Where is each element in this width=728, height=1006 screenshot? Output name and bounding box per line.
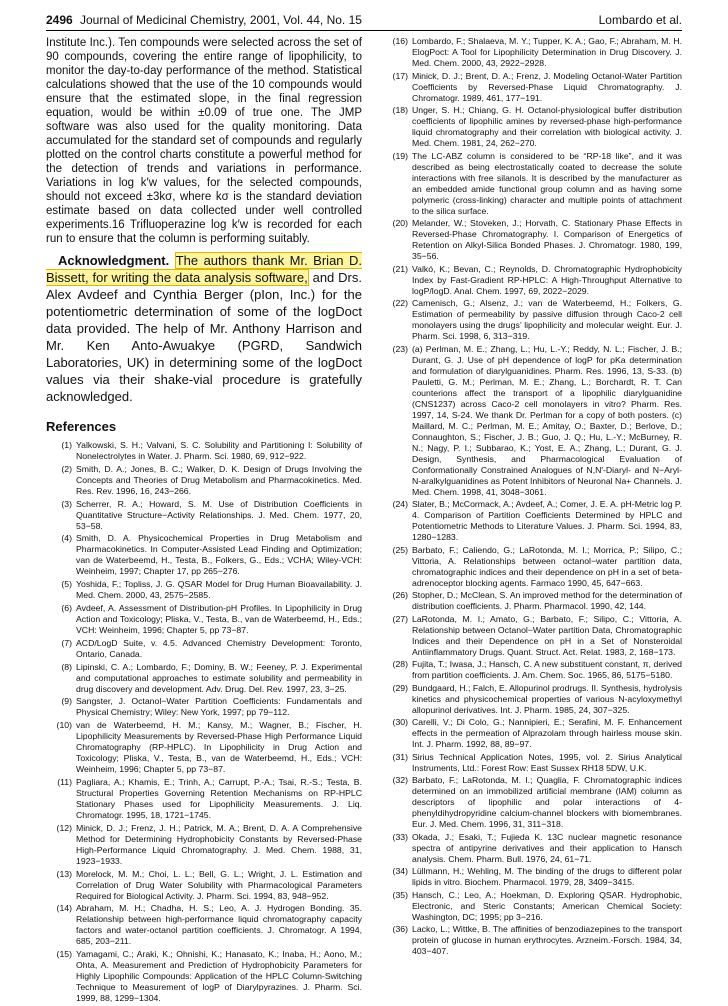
reference-item xyxy=(386,832,682,865)
reference-number: (14) xyxy=(56,903,72,914)
reference-item xyxy=(46,903,362,947)
reference-item xyxy=(386,264,682,297)
reference-item xyxy=(46,499,362,532)
references-heading: References xyxy=(46,419,117,434)
reference-item xyxy=(46,603,362,636)
reference-text: Barbato, F.; Caliendo, G.; LaRotonda, M. I.; Morrica, P.; Silipo, C.; Vittoria, A. Relationships between octanol−water partition data, chromatographic indices and their dependence on pH in a set of beta-adrenoceptor blocking agents. Farmaco 1990, 45, 647−663. xyxy=(412,544,682,588)
reference-text: ACD/LogD Suite, v. 4.5. Advanced Chemistry Development: Toronto, Ontario, Canada. xyxy=(76,637,362,659)
reference-text: Unger, S. H.; Chiang, G. H. Octanol-physiological buffer distribution coefficients of lipophilic amines by reversed-phase high-performance liquid chromatography and their correlation with biological activity. J. Med. Chem. 1981, 24, 262−270. xyxy=(412,105,682,148)
header-rule xyxy=(46,30,682,31)
reference-item xyxy=(386,71,682,104)
reference-number: (24) xyxy=(392,499,408,509)
reference-text: Minick, D. J.; Frenz, J. H.; Patrick, M. A.; Brent, D. A. A Comprehensive Method for Determining Hydrophobicity Constants by Reversed-Phase High-Performance Liquid Chromatography. J. Med. Chem. 1988, 31, 1923−1933. xyxy=(76,822,362,866)
reference-text: Abraham, M. H.; Chadha, H. S.; Leo, A. J. Hydrogen Bonding. 35. Relationship between high-performance liquid chromatography capacity factors and water-octanol partition coefficients. J. Chromatogr. A 1994, 685, 203−211. xyxy=(76,903,362,947)
reference-number: (10) xyxy=(56,720,72,731)
reference-text: Melander, W.; Stoveken, J.; Horvath, C. Stationary Phase Effects in Reversed-Phase Chromatography. I. Comparison of Energetics of Retention on Alkyl-Silica Bonded Phases. J. Chromatogr. 1980, 199, 35−56. xyxy=(412,218,682,261)
reference-text: Minick, D. J.; Brent, D. A.; Frenz, J. Modeling Octanol-Water Partition Coefficients by Reversed-Phase Liquid Chromatography. J. Chromatogr. 1989, 461, 177−191. xyxy=(412,70,682,103)
reference-number: (28) xyxy=(392,659,408,669)
reference-text: Lombardo, F.; Shalaeva, M. Y.; Tupper, K. A.; Gao, F.; Abraham, M. H. ElogPoct: A Tool for Lipophilicity Determination in Drug Discovery. J. Med. Chem. 2000, 43, 2922−2928. xyxy=(412,36,682,68)
reference-number: (9) xyxy=(61,696,72,707)
reference-item xyxy=(46,579,362,601)
reference-text: Hansch, C.; Leo, A.; Hoekman, D. Exploring QSAR. Hydrophobic, Electronic, and Steric Constants; American Chemical Society: Washington, DC; 1995; pp 3−216. xyxy=(412,889,682,922)
reference-item xyxy=(46,823,362,867)
reference-number: (25) xyxy=(392,544,408,555)
reference-number: (27) xyxy=(392,613,408,624)
reference-item xyxy=(386,105,682,149)
reference-item xyxy=(386,151,682,217)
reference-text: Smith, D. A.; Jones, B. C.; Walker, D. K. Design of Drugs Involving the Concepts and Theories of Drug Metabolism and Pharmacokinetics. Med. Res. Rev. 1996, 16, 243−266. xyxy=(76,463,362,496)
reference-number: (30) xyxy=(392,717,408,727)
reference-number: (4) xyxy=(61,533,72,544)
reference-text: LaRotonda, M. I.; Amato, G.; Barbato, F.; Silipo, C.; Vittoria, A. Relationship between Octanol−Water partition Data, Chromatographic Indices and their Dependence on pH in a Set of Nonsteroidal Antiinflammatory Drugs. Quant. Struct. Act. Relat. 1983, 2, 168−173. xyxy=(412,613,682,657)
reference-number: (12) xyxy=(56,822,72,833)
reference-number: (21) xyxy=(392,263,408,274)
reference-number: (33) xyxy=(392,831,408,842)
journal-citation: Journal of Medicinal Chemistry, 2001, Vol. 44, No. 15 xyxy=(80,13,362,27)
reference-text: Scherrer, R. A.; Howard, S. M. Use of Distribution Coefficients in Quantitative Structure−Activity Relationships. J. Med. Chem. 1977, 20, 53−58. xyxy=(76,498,362,531)
reference-text: Lacko, L.; Wittke, B. The affinities of benzodiazepines to the transport protein of glucose in human erythrocytes. Arzneim.-Forsch. 1984, 34, 403−407. xyxy=(412,924,682,956)
running-authors: Lombardo et al. xyxy=(598,13,682,27)
reference-number: (6) xyxy=(61,602,72,613)
reference-text: Fujita, T.; Iwasa, J.; Hansch, C. A new substituent constant, π, derived from partition coefficients. J. Am. Chem. Soc. 1965, 86, 5175−5180. xyxy=(412,659,682,680)
reference-number: (29) xyxy=(392,682,408,693)
reference-item xyxy=(46,662,362,695)
reference-text: Sangster, J. Octanol−Water Partition Coefficients: Fundamentals and Physical Chemistry; Wiley: New York, 1997; pp 79−112. xyxy=(76,696,362,718)
references-list-left xyxy=(46,440,362,1004)
reference-item xyxy=(46,533,362,577)
reference-item xyxy=(386,344,682,498)
reference-number: (8) xyxy=(61,661,72,672)
reference-number: (20) xyxy=(392,218,408,228)
right-column xyxy=(386,36,682,959)
reference-number: (36) xyxy=(392,924,408,934)
reference-number: (3) xyxy=(61,498,72,509)
reference-number: (35) xyxy=(392,889,408,900)
page-number: 2496 xyxy=(46,13,73,27)
reference-number: (32) xyxy=(392,775,408,785)
reference-text: Pagliara, A.; Khamis, E.; Trinh, A.; Carrupt, P.-A.; Tsai, R.-S.; Testa, B. Structural Properties Governing Retention Mechanisms on RP-HPLC Stationary Phases used for Lipophilicity Measurements. J. Liq. Chromatogr. 1995, 18, 1721−1745. xyxy=(76,776,362,820)
reference-number: (18) xyxy=(392,105,408,115)
reference-text: Stopher, D.; McClean, S. An improved method for the determination of distribution coefficients. J. Pharm. Pharmacol. 1990, 42, 144. xyxy=(412,590,682,611)
reference-number: (7) xyxy=(61,637,72,648)
reference-item xyxy=(386,752,682,774)
reference-text: Morelock, M. M.; Choi, L. L.; Bell, G. L.; Wright, J. L. Estimation and Correlation of Drug Water Solubility with Pharmacological Parameters Required for Biological Activity. J. Pharm. Sci. 1994, 83, 948−952. xyxy=(76,868,362,901)
reference-item xyxy=(386,36,682,69)
reference-number: (11) xyxy=(57,776,72,787)
reference-text: Sirius Technical Application Notes, 1995, vol. 2. Sirius Analytical Instruments, Ltd.: Forest Row: East Sussex RH18 5DW, U.K. xyxy=(412,751,682,773)
reference-text: Avdeef, A. Assessment of Distribution-pH Profiles. In Lipophilicity in Drug Action and Toxicology; Pliska, V., Testa, B., van de Waterbeemd, H., Eds.; VCH: Weinheim, 1996; Chapter 5, pp 73−87. xyxy=(76,602,362,635)
reference-item xyxy=(46,949,362,1004)
reference-number: (1) xyxy=(61,440,72,450)
acknowledgment-highlighted-text: The authors thank Mr. Brian D. Bissett, for writing the data analysis software, xyxy=(46,253,362,285)
reference-text: Camenisch, G.; Alsenz, J.; van de Waterbeemd, H.; Folkers, G. Estimation of permeability by passive diffusion through Caco-2 cell monolayers using the drugs’ lipophilicity and molecular weight. Eur. J. Pharm. Sci. 1998, 6, 313−319. xyxy=(412,298,682,341)
reference-item xyxy=(386,924,682,957)
reference-number: (34) xyxy=(392,866,408,876)
reference-item xyxy=(46,440,362,462)
reference-item xyxy=(386,298,682,342)
reference-number: (22) xyxy=(392,298,408,308)
reference-number: (15) xyxy=(56,949,72,960)
reference-item xyxy=(386,614,682,658)
left-column xyxy=(46,36,362,1006)
reference-text: Valkó, K.; Bevan, C.; Reynolds, D. Chromatographic Hydrophobicity Index by Fast-Gradient RP-HPLC: A High-Throughput Alternative to logP/logD. Anal. Chem. 1997, 69, 2022−2029. xyxy=(412,263,682,296)
reference-number: (19) xyxy=(392,150,408,161)
reference-number: (13) xyxy=(56,868,72,879)
reference-item xyxy=(386,499,682,543)
reference-text: Yoshida, F.; Topliss, J. G. QSAR Model for Drug Human Bioavailability. J. Med. Chem. 2000, 43, 2575−2585. xyxy=(76,579,362,601)
running-header xyxy=(46,10,682,30)
reference-text: (a) Perlman, M. E.; Zhang, L.; Hu, L.-Y.; Reddy, N. L.; Fischer, J. B.; Durant, G. J. Use of pH dependence of logP for pKa determination and formulation of diarylguanidines. Pharm. Res. 1996, 13, S-33. (b) Pauletti, G. M.; Perlman, M. E.; Zhang, L.; Borchardt, R. T. Can counterions affect the transport of a lipophilic diarylguanidine (CNS1237) across Caco-2 cell monolayers in vitro? Pharm. Res. 1997, 14, S-24. We thank Dr. Perlman for a copy of both posters. (c) Maillard, M. C.; Perlman, M. E.; Amitay, O.; Baxter, D.; Berlove, D.; Connaughton, S.; Fischer, J. B.; Guo, J. Q.; Hu, L.-Y.; McBurney, R. N.; Nagy, P. I.; Subbarao, K.; Yost, E. A.; Zhang, L.; Durant, G. J. Design, Synthesis, and Pharmacological Evaluation of Conformationally Constrained Analogues of N,N′-Diaryl- and N−Aryl-N-aralkylguanidines as Potent Inhibitors of Neuronal Na+ Channels. J. Med. Chem. 1998, 41, 3048−3061. xyxy=(412,343,682,497)
reference-number: (16) xyxy=(392,36,408,46)
reference-text: Okada, J.; Esaki, T.; Fujieda K. 13C nuclear magnetic resonance spectra of antipyrine derivatives and their application to Hansch analysis. Chem. Pharm. Bull. 1976, 24, 61−71. xyxy=(412,831,682,864)
reference-item xyxy=(386,775,682,830)
reference-text: Yamagami, C.; Araki, K.; Ohnishi, K.; Hanasato, K.; Inaba, H.; Aono, M.; Ohta, A. Measurement and Prediction of Hydrophobicity Parameters for Highly Lipophilic Compounds: Application of the HPLC Column-Switching Technique to Measurement of logP of Diarylpyrazines. J. Pharm. Sci. 1999, 88, 1299−1304. xyxy=(76,949,362,1004)
reference-item xyxy=(386,890,682,923)
reference-number: (17) xyxy=(392,70,408,81)
reference-item xyxy=(46,777,362,821)
reference-text: Smith, D. A. Physicochemical Properties in Drug Metabolism and Pharmacokinetics. In Computer-Assisted Lead Finding and Optimization; van de Waterbeemd, H., Testa, B., Folkers, G., Eds.; VCHA; Wiley-VCH: Weinheim, 1997; Chapter 17, pp 265−276. xyxy=(76,533,362,577)
acknowledgment-heading: Acknowledgment. xyxy=(58,253,170,268)
acknowledgment-text: and Drs. Alex Avdeef and Cynthia Berger (pIon, Inc.) for the potentiometric determination of some of the logDoct data provided. The help of Mr. Anthony Harrison and Mr. Ken Anto-Awuakye (PGRD, Sandwich Laboratories, UK) in determining some of the logDoct values via their shake-vial procedure is gratefully acknowledged. xyxy=(46,270,362,404)
reference-item xyxy=(46,464,362,497)
references-list-right xyxy=(386,36,682,957)
reference-text: Bundgaard, H.; Falch, E. Allopurinol prodrugs. II. Synthesis, hydrolysis kinetics and physicochemical properties of various N-acyloxymethyl allopurinol derivatives. Int. J. Pharm. 1985, 24, 307−325. xyxy=(412,682,682,715)
reference-text: Lipinski, C. A.; Lombardo, F.; Dominy, B. W.; Feeney, P. J. Experimental and computational approaches to estimate solubility and permeability in drug discovery and development. Adv. Drug. Del. Rev. 1997, 23, 3−25. xyxy=(76,661,362,694)
reference-number: (26) xyxy=(392,590,408,600)
reference-item xyxy=(386,717,682,750)
reference-text: Slater, B.; McCormack, A.; Avdeef, A.; Comer, J. E. A. pH-Metric log P. 4. Comparison of Partition Coefficients Determined by HPLC and Potentiometric Methods to Literature Values. J. Pharm. Sci. 1994, 83, 1280−1283. xyxy=(412,499,682,542)
reference-item xyxy=(386,218,682,262)
reference-text: Barbato, F.; LaRotonda, M. I.; Quaglia, F. Chromatographic indices determined on an immobilized artificial membrane (IAM) column as descriptors of lipophilic and polar interactions of 4-phenyldihydropyridine calcium-channel blockers with biomembranes. Eur. J. Med. Chem. 1996, 31, 311−318. xyxy=(412,775,682,829)
reference-text: Yalkowski, S. H.; Valvani, S. C. Solubility and Partitioning I: Solubility of Nonelectrolytes in Water. J. Pharm. Sci. 1980, 69, 912−922. xyxy=(76,440,362,461)
reference-number: (2) xyxy=(61,463,72,474)
reference-text: Carelli, V.; Di Colo, G.; Nannipieri, E.; Serafini, M. F. Enhancement effects in the permeation of Alprazolam through hairless mouse skin. Int. J. Pharm. 1992, 88, 89−97. xyxy=(412,717,682,749)
reference-item xyxy=(46,869,362,902)
reference-number: (5) xyxy=(61,579,72,590)
reference-number: (31) xyxy=(392,751,408,762)
reference-item xyxy=(46,720,362,775)
reference-item xyxy=(46,638,362,660)
reference-text: Lüllmann, H.; Wehling, M. The binding of the drugs to different polar lipids in vitro. Biochem. Pharmacol. 1979, 28, 3409−3415. xyxy=(412,866,682,887)
reference-item xyxy=(386,683,682,716)
reference-item xyxy=(46,696,362,718)
reference-item xyxy=(386,545,682,589)
reference-number: (23) xyxy=(392,343,408,354)
reference-item xyxy=(386,866,682,888)
reference-item xyxy=(386,590,682,612)
body-paragraph: Institute Inc.). Ten compounds were selected across the set of 90 compounds, covering the entire range of lipophilicity, to monitor the day-to-day performance of the method. Statistical calculations showed that the use of the 10 compounds would ensure that the estimated slope, in the final regression equation, would be within ±0.09 of true one. The JMP software was also used for the quality monitoring. Data accumulated for the standard set of compounds and regularly plotted on the control charts constitute a powerful method for the detection of trends and variations in performance. Variations in log k′w values, for the selected compounds, should not exceed ±3kσ, where kσ is the standard deviation estimate based on data collected under well controlled experiments.16 Trifluoperazine log k′w is recorded for each run to ensure that the column is performing suitably. xyxy=(46,37,362,245)
reference-item xyxy=(386,659,682,681)
acknowledgment-paragraph xyxy=(46,252,362,405)
reference-text: van de Waterbeemd, H. M.; Kansy, M.; Wagner, B.; Fischer, H. Lipophilicity Measurements by Reversed-Phase High Performance Liquid Chromatography (RP-HPLC). In Lipophilicity in Drug Action and Toxicology; Pliska, V., Testa, B., van de Waterbeemd, H., Eds.; VCH: Weinheim, 1996; Chapter 5, pp 73−87. xyxy=(76,720,362,775)
reference-text: The LC-ABZ column is considered to be “RP-18 like”, and it was described as being electrostatically coated to decrease the solute interactions with free silanols. It is described by the manufacturer as an embedded amide functional group column and as having some polymeric (cross-linking) character and multiple points of attachment to the silica surface. xyxy=(412,150,682,216)
